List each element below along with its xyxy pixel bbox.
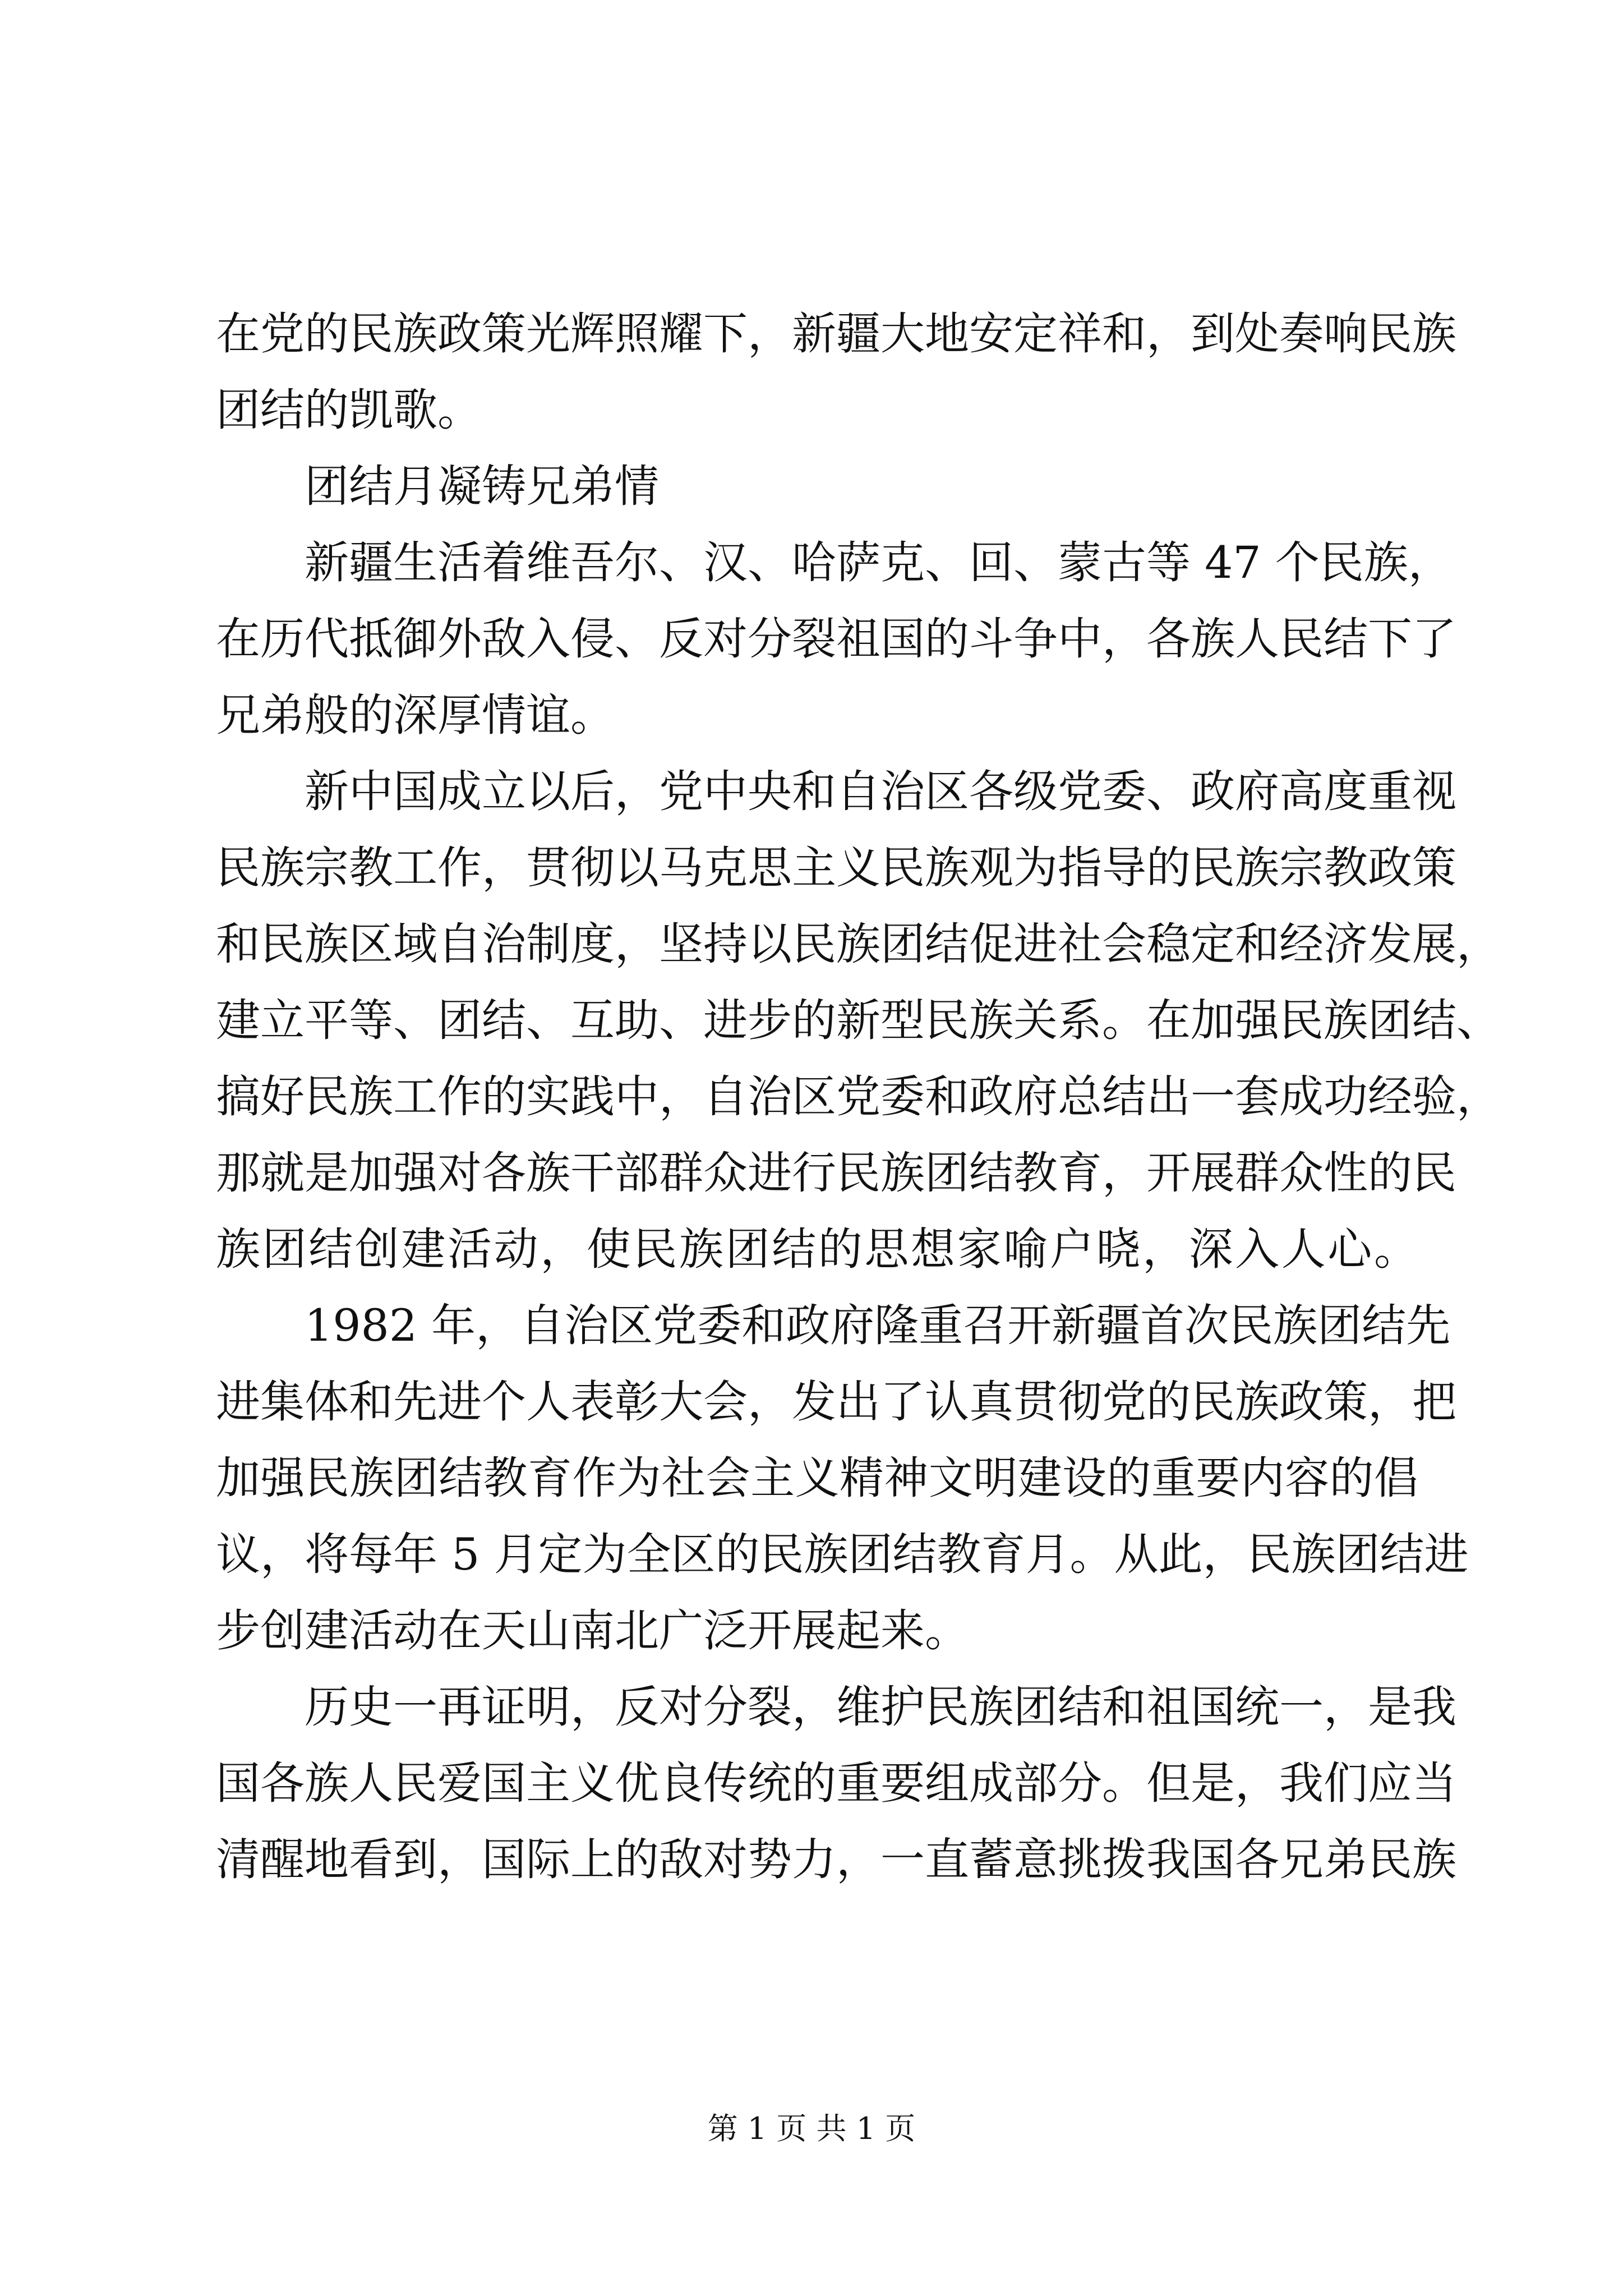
page-footer: 第 1 页 共 1 页 xyxy=(707,2111,916,2146)
text-line: 新中国成立以后，党中央和自治区各级党委、政府高度重视 xyxy=(305,766,1456,817)
text-line: 团结的凯歌。 xyxy=(216,384,482,436)
text-line: 在历代抵御外敌入侵、反对分裂祖国的斗争中，各族人民结下了 xyxy=(216,613,1456,665)
text-line: 步创建活动在天山南北广泛开展起来。 xyxy=(216,1605,969,1657)
section-heading: 团结月凝铸兄弟情 xyxy=(305,461,659,512)
text-line: 搞好民族工作的实践中，自治区党委和政府总结出一套成功经验， xyxy=(216,1071,1501,1122)
text-line: 历史一再证明，反对分裂，维护民族团结和祖国统一，是我 xyxy=(305,1681,1456,1733)
text-line: 那就是加强对各族干部群众进行民族团结教育，开展群众性的民 xyxy=(216,1147,1456,1199)
text-line: 1982 年，自治区党委和政府隆重召开新疆首次民族团结先 xyxy=(305,1300,1451,1351)
text-line: 兄弟般的深厚情谊。 xyxy=(216,689,615,741)
text-line: 国各族人民爱国主义优良传统的重要组成部分。但是，我们应当 xyxy=(216,1757,1456,1809)
text-line: 在党的民族政策光辉照耀下，新疆大地安定祥和，到处奏响民族 xyxy=(216,308,1456,360)
text-line: 建立平等、团结、互助、进步的新型民族关系。在加强民族团结、 xyxy=(216,995,1501,1046)
text-line: 民族宗教工作，贯彻以马克思主义民族观为指导的民族宗教政策 xyxy=(216,842,1456,894)
text-line: 议，将每年 5 月定为全区的民族团结教育月。从此，民族团结进 xyxy=(216,1529,1469,1580)
text-line: 加强民族团结教育作为社会主义精神文明建设的重要内容的倡 xyxy=(216,1452,1418,1504)
text-line: 新疆生活着维吾尔、汉、哈萨克、回、蒙古等 47 个民族， xyxy=(305,537,1453,588)
text-line: 进集体和先进个人表彰大会，发出了认真贯彻党的民族政策，把 xyxy=(216,1376,1456,1428)
text-line: 清醒地看到，国际上的敌对势力，一直蓄意挑拨我国各兄弟民族 xyxy=(216,1834,1456,1885)
text-line: 和民族区域自治制度，坚持以民族团结促进社会稳定和经济发展， xyxy=(216,918,1501,970)
document-body xyxy=(216,296,1501,1898)
text-line: 族团结创建活动，使民族团结的思想家喻户晓，深入人心。 xyxy=(216,1223,1418,1275)
